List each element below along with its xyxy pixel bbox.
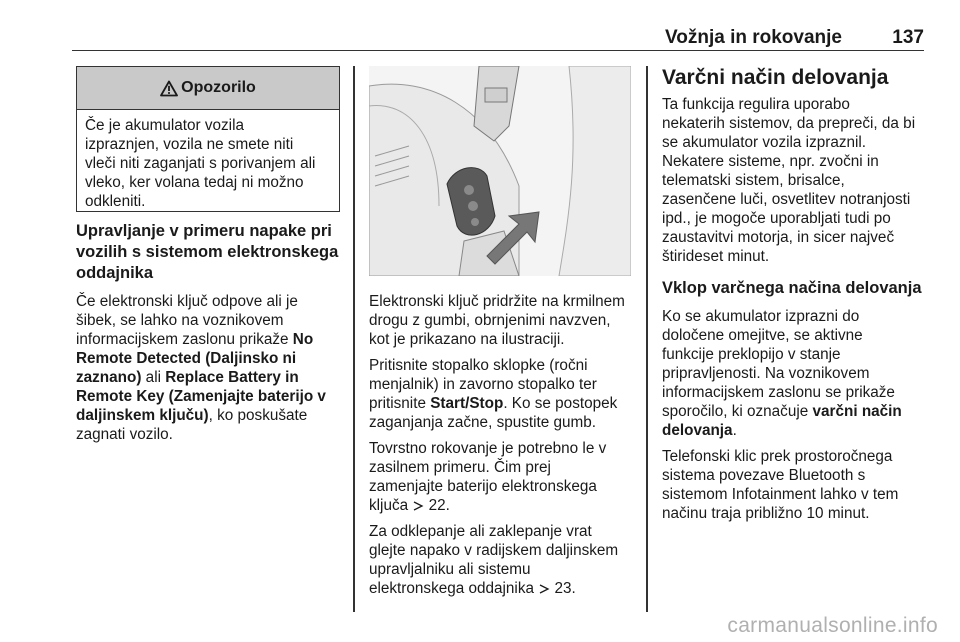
paragraph: Za odklepanje ali zaklepanje vrat glejte napako v radijskem daljinskem upravljalniku ali sistemu elektronskega oddajnika 23.: [369, 523, 619, 597]
warning-triangle-icon: [160, 80, 178, 97]
column-divider: [353, 66, 355, 612]
column-1: [76, 221, 346, 444]
column-divider: [646, 66, 648, 612]
page-reference-icon: [412, 501, 424, 511]
paragraph: Elektronski ključ pridržite na krmilnem drogu z gumbi, obrnjenimi navzven, kot je prikazano na ilustraciji.: [369, 293, 625, 348]
column-3: [662, 66, 927, 523]
subsection-heading: Vklop varčnega načina delovanja: [662, 279, 922, 297]
page-header: [72, 24, 924, 51]
watermark: carmanualsonline.info: [727, 614, 938, 637]
paragraph: Pritisnite stopalko sklopke (ročni menjalnik) in zavorno stopalko ter pritisnite Start/Stop. Ko se postopek zaganjanja začne, spustite gumb.: [369, 357, 618, 431]
warning-line: Če je akumulator vozila: [85, 117, 244, 134]
paragraph: Tovrstno rokovanje je potrebno le v zasilnem primeru. Čim prej zamenjajte baterijo elektronskega ključa 22.: [369, 440, 607, 514]
paragraph: Če elektronski ključ odpove ali je šibek, se lahko na voznikovem informacijskem zaslonu prikaže No Remote Detected (Daljinsko ni zaznano) ali Replace Battery in Remote Key (Zamenjajte baterijo v daljinskem ključu), ko poskušate zagnati vozilo.: [76, 293, 326, 443]
warning-line: odkleniti.: [85, 193, 146, 210]
warning-line: vleči niti zaganjati s porivanjem ali: [85, 155, 316, 172]
page-reference-link[interactable]: 23.: [554, 580, 576, 597]
warning-line: izpraznjen, vozila ne smete niti: [85, 136, 294, 153]
warning-line: vleko, ker volana tedaj ni možno: [85, 174, 304, 191]
column-2: [369, 292, 641, 598]
page-number: 137: [892, 27, 924, 48]
paragraph: Telefonski klic prek prostoročnega sistema povezave Bluetooth s sistemom Infotainment lahko v tem načinu traja približno 10 minut.: [662, 448, 899, 522]
steering-column-illustration: [369, 66, 631, 276]
section-title: Varčni način delovanja: [662, 66, 889, 89]
page-reference-icon: [538, 584, 550, 594]
section-heading: Upravljanje v primeru napake pri vozilih s sistemom elektronskega oddajnika: [76, 222, 339, 282]
warning-text: [77, 110, 339, 211]
key-illustration: [369, 66, 631, 276]
paragraph: Ta funkcija regulira uporabo nekaterih sistemov, da prepreči, da bi se akumulator vozila izpraznil. Nekatere sisteme, npr. zvočni in telematski sistem, brisalce, zasenčene luči, osvetlitev notranjosti ipd., je mogoče uporabljati tudi po zaustavitvi motorja, in sicer največ štirideset minut.: [662, 96, 916, 265]
page-title: Vožnja in rokovanje: [664, 27, 842, 48]
warning-header: [77, 67, 339, 110]
paragraph: Ko se akumulator izprazni do določene omejitve, se aktivne funkcije preklopijo v stanje pripravljenosti. Na voznikovem informacijskem zaslonu se prikaže sporočilo, ki označuje varčni način delovanja.: [662, 308, 902, 439]
warning-box: [76, 66, 340, 212]
warning-title: Opozorilo: [181, 79, 256, 96]
page-reference-link[interactable]: 22.: [428, 497, 450, 514]
